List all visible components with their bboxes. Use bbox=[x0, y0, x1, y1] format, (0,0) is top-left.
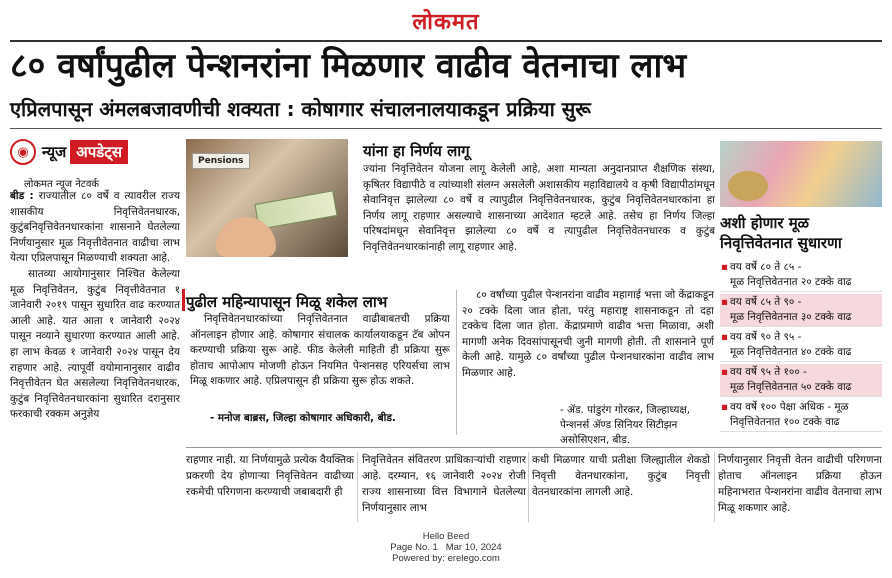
rate-increase: निवृत्तिवेतनात १०० टक्के वाढ bbox=[730, 416, 840, 428]
bottom-column-divider bbox=[714, 452, 715, 522]
page-footer bbox=[0, 531, 892, 564]
section-next-month-title: पुढील महिन्यापासून मिळू शकेल लाभ bbox=[186, 293, 388, 311]
rate-increase: मूळ निवृत्तिवेतनात ४० टक्के वाढ bbox=[730, 346, 852, 358]
bottom-divider bbox=[186, 447, 882, 448]
rate-age-range: ▪ वय वर्षे ८५ ते ९० - bbox=[730, 296, 802, 308]
bottom-column-divider bbox=[528, 452, 529, 522]
rate-increase: मूळ निवृत्तिवेतनात २० टक्के वाढ bbox=[730, 276, 852, 288]
news-logo-icon: ◉ bbox=[10, 139, 36, 165]
pension-rate-list bbox=[720, 259, 882, 434]
section-next-month-body: निवृत्तिवेतनधारकांच्या निवृत्तिवेतनात वाढीबाबतची प्रक्रिया ऑनलाइन होणार आहे. कोषागार संचालक कार्यालयाकडून टॅब ओपन करण्याची प्रक्रिया सुरू आहे. फीड केलेली माहिती ही प्रक्रिया सुरू होताच आपोआप मोजणी होऊन नियमित पेन्शनसह एरियर्सचा लाभ मिळू शकणार आहे. एप्रिलपासून ही प्रक्रिया सुरू होऊ शकते. bbox=[190, 313, 450, 388]
rate-age-range: ▪ वय वर्षे ९० ते ९५ - bbox=[730, 331, 802, 343]
continuation-column-2: निवृत्तिवेतन संवितरण प्राधिकाऱ्यांची राहणार आहे. दरम्यान, १६ जानेवारी २०२४ रोजी राज्य शासनाच्या वित्त विभागाने घेतलेल्या निर्णयानुसार लाभ bbox=[362, 454, 526, 514]
pension-rate-item bbox=[720, 259, 882, 292]
masthead-logo: लोकमत bbox=[412, 9, 480, 35]
pension-rate-item bbox=[720, 329, 882, 362]
paragraph-2: सातव्या आयोगानुसार निश्चित केलेल्या मूळ निवृत्तिवेतन, कुटुंब निवृत्तीवेतनात १ जानेवारी २०१९ पासून सुधारित वाढ करण्यात आली आहे. यात आता १ जानेवारी २०२४ पासून नव्याने सुधारणा करण्यात आली आहे. हा लाभ केवळ १ जानेवारी २०२४ पासून देय राहणार आहे. त्यापूर्वी वयोमानानुसार वाढीव निवृत्तीवेतन घेत असलेल्या निवृत्तिवेतनधारक, कुटुंब निवृत्तिवेतनधारकांना सुधारित दरानुसार फरकाची रक्कम अनुज्ञेय bbox=[10, 267, 180, 421]
banknote-shape bbox=[254, 190, 337, 229]
byline: लोकमत न्यूज नेटवर्क bbox=[24, 179, 100, 190]
quote-author-1: - मनोज बाब्रस, जिल्हा कोषागार अधिकारी, बीड. bbox=[210, 412, 396, 424]
page-subheadline: एप्रिलपासून अंमलबजावणीची शक्यता : कोषागार संचालनालयाकडून प्रक्रिया सुरू bbox=[10, 97, 591, 121]
rate-age-range: ▪ वय वर्षे ९५ ते १०० - bbox=[730, 366, 807, 378]
footer-site-name: Hello Beed bbox=[422, 531, 470, 542]
continuation-column-3: कधी मिळणार याची प्रतीक्षा जिल्ह्यातील शेकडो निवृत्ती वेतनधारकांना, कुटुंब निवृत्ती वेतनधारकांना लागली आहे. bbox=[532, 454, 710, 498]
pension-photo bbox=[186, 139, 348, 257]
dateline: बीड : bbox=[10, 190, 34, 202]
photo-pensions-tag: Pensions bbox=[192, 153, 250, 169]
pension-rate-item bbox=[720, 399, 882, 432]
column-divider bbox=[456, 290, 457, 435]
continuation-column-4: निर्णयानुसार निवृत्ती वेतन वाढीची परिगणना होताच ऑनलाइन प्रक्रिया होऊन महिनाभरात पेन्शनरांना वाढीव वेतनाचा लाभ मिळू शकणार आहे. bbox=[718, 454, 882, 514]
page-headline: ८० वर्षांपुढील पेन्शनरांना मिळणार वाढीव वेतनाचा लाभ bbox=[10, 46, 687, 86]
bottom-column-divider bbox=[357, 452, 358, 522]
lead-text: राज्यातील ८० वर्षे व त्यावरील राज्य शासकीय निवृत्तिवेतनधारक, कुटुंबनिवृत्तिवेतनधारकांना शासनाने घेतलेल्या निर्णयानुसार मूळ निवृत्तीवेतनात वाढीचा लाभ येत्या एप्रिलपासून मिळण्याची शक्यता आहे. bbox=[10, 190, 180, 265]
rate-age-range: ▪ वय वर्षे १०० पेक्षा अधिक - मूळ bbox=[730, 401, 849, 413]
section-applicability-body: ज्यांना निवृत्तिवेतन योजना लागू केलेली आहे, अशा मान्यता अनुदानप्राप्त शैक्षणिक संस्था, कृषितर विद्यापीठे व त्यांच्याशी संलग्न असलेली अशासकीय महाविद्यालये व कृषी विद्यापीठांमधून सेवानिवृत्त झालेल्या ८० वर्षे व त्यापुढील निवृत्तिवेतनधारक, कुटुंब निवृत्तिवेतनधारकांना हा निर्णय लागू राहणार असल्याचे शासनाच्या आदेशात म्हटले आहे. तसेच हा निर्णय जिल्हा परिषदांमधून सेवानिवृत्त झालेल्या ८० वर्षे व त्यापुढील निवृत्तिवेतनधारक व कुटुंब निवृत्तिवेतनधारकांनाही लागू राहणार आहे. bbox=[363, 163, 715, 253]
footer-powered-by: Powered by: erelego.com bbox=[392, 553, 500, 564]
quote-author-2: - ॲड. पांडुरंग गोरकर, जिल्हाध्यक्ष, पेन्शनर्स ॲण्ड सिनियर सिटीझन असोसिएशन, बीड. bbox=[560, 404, 691, 446]
badge-news-label: न्यूज bbox=[42, 143, 67, 161]
article-column-1 bbox=[10, 189, 180, 529]
header-divider bbox=[10, 128, 882, 129]
lead-paragraph bbox=[10, 189, 180, 267]
section-accent-bar bbox=[182, 289, 185, 311]
continuation-column-1: राहणार नाही. या निर्णयामुळे प्रत्येक वैयक्तिक प्रकरणी देय होणाऱ्या निवृत्तिवेतन वाढीच्या रकमेची परिगणना करण्याची जबाबदारी ही bbox=[186, 454, 354, 498]
rate-increase: मूळ निवृत्तिवेतनात ३० टक्के वाढ bbox=[730, 311, 852, 323]
currency-photo bbox=[720, 141, 882, 207]
badge-updates-label: अपडेट्स bbox=[70, 140, 128, 164]
sidebar-title: अशी होणार मूळ निवृत्तिवेतनात सुधारणा bbox=[720, 214, 842, 252]
section-allowance-body: ८० वर्षांच्या पुढील पेन्शनरांना वाढीव महागाई भत्ता जो केंद्राकडून २० टक्के दिला जात होता, परंतु महाराष्ट्र शासनाकडून तो दहा टक्केच दिला जात होता. केंद्राप्रमाणे वाढीव भत्ता मिळावा, अशी मागणी अनेक दिवसांपासूनची जुनी मागणी होती. ती शासनाने पूर्ण केली आहे. यामुळे ८० वर्षांच्या पुढील पेन्शनधारकांना वाढीव लाभ मिळणार आहे. bbox=[462, 289, 714, 379]
coins-shape bbox=[728, 171, 768, 201]
pension-rate-item bbox=[720, 294, 882, 327]
rate-age-range: ▪ वय वर्षे ८० ते ८५ - bbox=[730, 261, 802, 273]
masthead-rule bbox=[10, 40, 882, 42]
footer-page-date: Page No. 1 Mar 10, 2024 bbox=[390, 542, 502, 553]
section-applicability-title: यांना हा निर्णय लागू bbox=[363, 142, 470, 160]
news-updates-badge bbox=[10, 137, 170, 167]
pension-rate-item bbox=[720, 364, 882, 397]
rate-increase: मूळ निवृत्तिवेतनात ५० टक्के वाढ bbox=[730, 381, 852, 393]
